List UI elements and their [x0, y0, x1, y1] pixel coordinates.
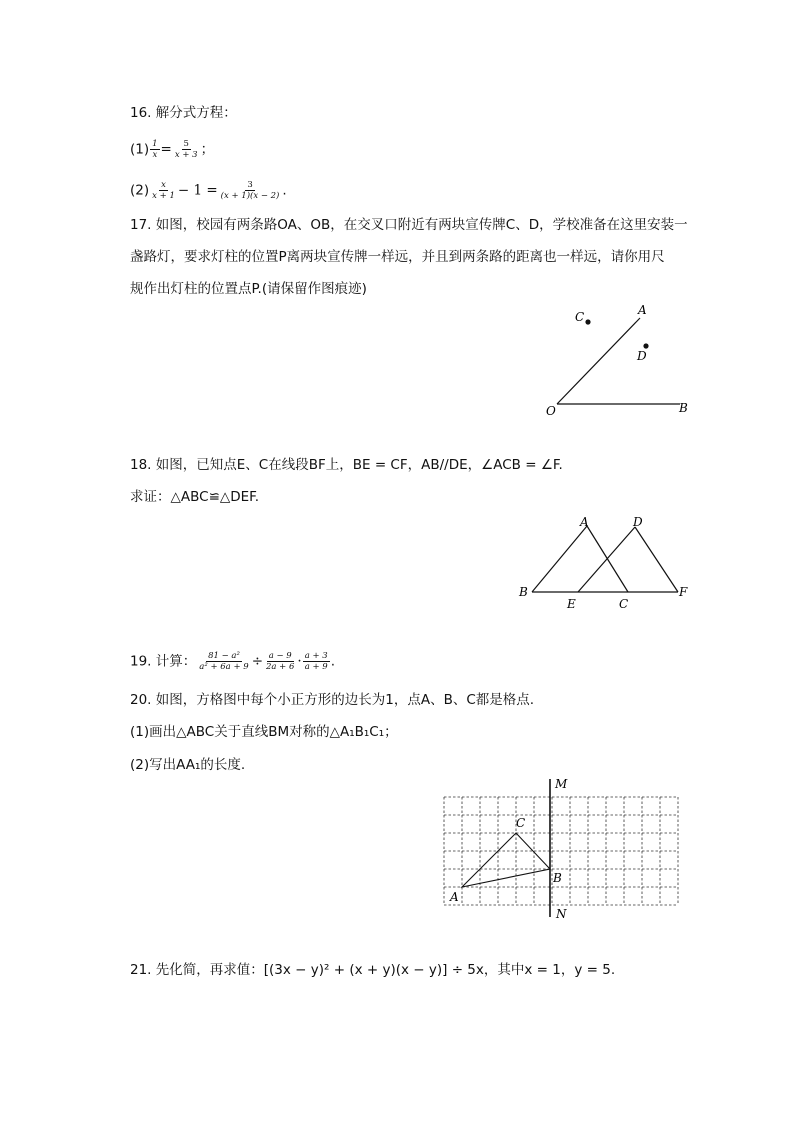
label-m: M	[555, 777, 568, 791]
point-d	[643, 343, 648, 348]
label-a: A	[638, 303, 647, 317]
q18-line1: 18. 如图，已知点E、C在线段BF上，BE = CF，AB//DE，∠ACB = ∠F.	[130, 457, 563, 473]
q16-p1-lhs-den: x	[152, 150, 158, 160]
q16-title: 16. 解分式方程：	[130, 105, 237, 121]
q19-fraction-2	[264, 651, 296, 672]
point-c	[585, 319, 590, 324]
label-d: D	[637, 349, 647, 363]
q16-p2-rhs-den: (x + 1)(x − 2)	[220, 191, 280, 201]
label-b: B	[519, 585, 528, 599]
q16-p1-lhs-num: 1	[152, 139, 158, 149]
q20-grid-figure	[440, 775, 695, 920]
label-b: B	[553, 871, 562, 885]
q19-f1-num: 81 − a²	[208, 651, 240, 661]
q16-part1-prefix: (1)	[130, 141, 150, 158]
q16-part2-lhs-fraction	[150, 180, 177, 201]
label-d: D	[633, 515, 643, 529]
q20-line2: (1)画出△ABC关于直线BM对称的△A₁B₁C₁；	[130, 724, 398, 740]
label-a: A	[580, 515, 589, 529]
q16-p1-eq: =	[160, 141, 172, 158]
label-c: C	[619, 597, 629, 611]
q19-f2-num: a − 9	[268, 651, 292, 661]
q18-line2: 求证：△ABC≌△DEF.	[130, 489, 260, 505]
q16-p2-end: .	[282, 182, 287, 199]
triangle-abc	[462, 833, 550, 887]
q19-f3-den: a + 9	[304, 662, 328, 672]
label-c: C	[575, 310, 585, 324]
q19-f1-den: a² + 6a + 9	[199, 662, 249, 672]
q16-part2-prefix: (2)	[130, 182, 150, 199]
q16-p1-rhs-den: x + 3	[174, 150, 198, 160]
q16-p2-lhs-den: x + 1	[152, 191, 175, 201]
q19-fraction-3	[303, 651, 330, 672]
q19-fraction-1	[197, 651, 250, 672]
label-e: E	[567, 597, 576, 611]
q17-angle-figure	[540, 300, 700, 425]
q17-line3: 规作出灯柱的位置点P.(请保留作图痕迹)	[130, 281, 367, 297]
q16-part1-lhs-fraction	[150, 139, 159, 160]
q16-part2-rhs-fraction	[219, 180, 282, 201]
q19-f2-den: 2a + 6	[266, 662, 295, 672]
segment-ab	[532, 526, 587, 592]
q20-line1: 20. 如图，方格图中每个小正方形的边长为1，点A、B、C都是格点.	[130, 692, 535, 708]
q16-part2	[130, 180, 287, 201]
q19-op2: ·	[297, 653, 302, 670]
label-n: N	[556, 907, 567, 920]
q19-prefix: 19. 计算：	[130, 653, 197, 670]
q16-p2-rhs-num: 3	[247, 180, 253, 190]
dashed-grid	[444, 797, 678, 905]
ray-oa	[557, 318, 640, 404]
label-o: O	[546, 404, 556, 418]
q16-part1-rhs-fraction	[173, 139, 200, 160]
q19-end: .	[330, 653, 336, 670]
label-b: B	[679, 401, 688, 415]
q19-expression	[130, 651, 335, 672]
q21-line1: 21. 先化简，再求值：[(3x − y)² + (x + y)(x − y)] ÷ 5x，其中x = 1，y = 5.	[130, 962, 616, 978]
label-f: F	[679, 585, 688, 599]
label-a: A	[450, 890, 459, 904]
q17-line1: 17. 如图，校园有两条路OA、OB，在交叉口附近有两块宣传牌C、D，学校准备在这里安装一	[130, 217, 688, 233]
q16-part1	[130, 139, 214, 160]
q17-line2: 盏路灯，要求灯柱的位置P离两块宣传牌一样远，并且到两条路的距离也一样远，请你用尺	[130, 249, 665, 265]
q16-p2-lhs-num: x	[161, 180, 166, 190]
label-c: C	[516, 816, 526, 830]
q20-line3: (2)写出AA₁的长度.	[130, 757, 246, 773]
q16-p2-mid: − 1 =	[177, 182, 218, 199]
q16-p1-end: ；	[200, 141, 215, 158]
q19-op1: ÷	[251, 653, 263, 670]
q16-p1-rhs-num: 5	[183, 139, 189, 149]
q19-f3-num: a + 3	[304, 651, 328, 661]
q18-triangles-figure	[510, 510, 700, 615]
segment-de	[578, 527, 635, 592]
segment-df	[635, 527, 678, 592]
